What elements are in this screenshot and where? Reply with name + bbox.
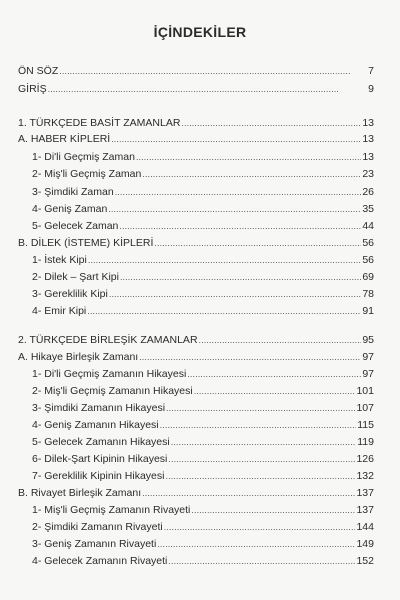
toc-entry-item xyxy=(32,435,374,449)
toc-entry-label: 4- Gelecek Zamanın Rivayeti xyxy=(32,555,168,567)
toc-entry-label: 3- Şimdiki Zaman xyxy=(32,186,114,198)
toc-entry-item xyxy=(32,270,374,284)
dot-leader xyxy=(119,219,361,233)
toc-entry-item xyxy=(32,401,374,415)
toc-entry-page-number: 149 xyxy=(356,538,374,550)
toc-entry-page-number: 137 xyxy=(356,504,374,516)
toc-entry-page-number: 97 xyxy=(362,351,374,363)
toc-entry-label: 1- Miş'li Geçmiş Zamanın Rivayeti xyxy=(32,504,191,516)
toc-entry-section-b xyxy=(18,486,374,500)
toc-entry-label: A. Hikaye Birleşik Zamanı xyxy=(18,351,139,363)
toc-entry-page-number: 56 xyxy=(362,237,374,249)
toc-entry-item xyxy=(32,503,374,517)
dot-leader xyxy=(115,185,362,199)
toc-entry-label: 5- Gelecek Zaman xyxy=(32,220,119,232)
toc-entry-page-number: 13 xyxy=(362,151,374,163)
dot-leader xyxy=(157,537,355,551)
dot-leader xyxy=(120,270,361,284)
dot-leader xyxy=(88,253,361,267)
dot-leader xyxy=(139,350,361,364)
toc-entry-section-a xyxy=(18,350,374,364)
dot-leader xyxy=(199,333,362,347)
toc-entry-item xyxy=(32,384,374,398)
toc-entry-part-2 xyxy=(18,333,374,347)
toc-entry-label: 1- Di'li Geçmiş Zamanın Hikayesi xyxy=(32,368,187,380)
toc-entry-item xyxy=(32,167,374,181)
toc-entry-item xyxy=(32,418,374,432)
toc-entry-item xyxy=(32,202,374,216)
toc-entry-label: 5- Gelecek Zamanın Hikayesi xyxy=(32,436,170,448)
toc-entry-page-number: 9 xyxy=(368,83,374,95)
dot-leader xyxy=(87,304,361,318)
dot-leader xyxy=(59,64,367,78)
toc-entry-page-number: 107 xyxy=(356,402,374,414)
toc-entry-section-b xyxy=(18,236,374,250)
toc-entry-label: B. DİLEK (İSTEME) KİPLERİ xyxy=(18,237,154,249)
dot-leader xyxy=(187,367,361,381)
dot-leader xyxy=(164,520,356,534)
dot-leader xyxy=(136,150,361,164)
page-title: İÇİNDEKİLER xyxy=(153,24,247,40)
toc-entry-section-a xyxy=(18,132,374,146)
dot-leader xyxy=(165,469,355,483)
toc-entry-label: 1- Di'li Geçmiş Zaman xyxy=(32,151,135,163)
toc-entry-page-number: 91 xyxy=(362,305,374,317)
toc-entry-introduction xyxy=(18,82,374,96)
dot-leader xyxy=(191,503,355,517)
toc-entry-label: 6- Dilek-Şart Kipinin Hikayesi xyxy=(32,453,168,465)
toc-entry-page-number: 44 xyxy=(362,220,374,232)
dot-leader xyxy=(194,384,356,398)
toc-entry-label: 3- Gereklilik Kipi xyxy=(32,288,108,300)
toc-entry-page-number: 78 xyxy=(362,288,374,300)
toc-entry-page-number: 101 xyxy=(356,385,374,397)
toc-entry-item xyxy=(32,554,374,568)
dot-leader xyxy=(108,202,361,216)
toc-entry-label: B. Rivayet Birleşik Zamanı xyxy=(18,487,142,499)
toc-entry-label: 3- Geniş Zamanın Rivayeti xyxy=(32,538,157,550)
dot-leader xyxy=(166,401,355,415)
toc-entry-page-number: 56 xyxy=(362,254,374,266)
toc-entry-item xyxy=(32,304,374,318)
toc-entry-item xyxy=(32,367,374,381)
dot-leader xyxy=(142,167,361,181)
dot-leader xyxy=(109,287,361,301)
toc-entry-page-number: 132 xyxy=(356,470,374,482)
toc-entry-page-number: 137 xyxy=(356,487,374,499)
toc-entry-label: A. HABER KİPLERİ xyxy=(18,133,111,145)
toc-entry-label: 4- Geniş Zamanın Hikayesi xyxy=(32,419,159,431)
toc-entry-page-number: 126 xyxy=(356,453,374,465)
dot-leader xyxy=(171,435,357,449)
toc-entry-label: 2- Şimdiki Zamanın Rivayeti xyxy=(32,521,163,533)
toc-entry-label: 4- Emir Kipi xyxy=(32,305,87,317)
toc-entry-label: 3- Şimdiki Zamanın Hikayesi xyxy=(32,402,166,414)
toc-entry-page-number: 13 xyxy=(362,117,374,129)
toc-entry-foreword xyxy=(18,64,374,78)
toc-entry-page-number: 119 xyxy=(357,436,374,448)
toc-entry-item xyxy=(32,469,374,483)
toc-entry-label: 2. TÜRKÇEDE BİRLEŞİK ZAMANLAR xyxy=(18,334,198,346)
toc-entry-page-number: 26 xyxy=(362,186,374,198)
toc-entry-label: 4- Geniş Zaman xyxy=(32,203,108,215)
toc-entry-page-number: 7 xyxy=(368,65,374,77)
toc-entry-label: 1. TÜRKÇEDE BASİT ZAMANLAR xyxy=(18,117,181,129)
dot-leader xyxy=(154,236,361,250)
toc-entry-page-number: 13 xyxy=(362,133,374,145)
toc-entry-page-number: 144 xyxy=(356,521,374,533)
toc-entry-label: GİRİŞ xyxy=(18,83,47,95)
toc-entry-item xyxy=(32,452,374,466)
toc-entry-item xyxy=(32,185,374,199)
toc-entry-page-number: 95 xyxy=(362,334,374,346)
toc-entry-page-number: 23 xyxy=(362,168,374,180)
toc-entry-label: 2- Dilek – Şart Kipi xyxy=(32,271,119,283)
toc-entry-part-1 xyxy=(18,116,374,130)
toc-entry-item xyxy=(32,219,374,233)
toc-entry-label: 2- Miş'li Geçmiş Zamanın Hikayesi xyxy=(32,385,193,397)
toc-entry-page-number: 69 xyxy=(362,271,374,283)
dot-leader xyxy=(168,452,355,466)
toc-entry-page-number: 115 xyxy=(357,419,374,431)
dot-leader xyxy=(160,418,357,432)
toc-entry-page-number: 97 xyxy=(362,368,374,380)
dot-leader xyxy=(181,116,361,130)
dot-leader xyxy=(168,554,355,568)
toc-entry-label: 1- İstek Kipi xyxy=(32,254,87,266)
toc-entry-page-number: 35 xyxy=(362,203,374,215)
toc-entry-label: 7- Gereklilik Kipinin Hikayesi xyxy=(32,470,165,482)
toc-entry-page-number: 152 xyxy=(356,555,374,567)
toc-entry-label: 2- Miş'li Geçmiş Zaman xyxy=(32,168,142,180)
toc-entry-item xyxy=(32,253,374,267)
toc-entry-label: ÖN SÖZ xyxy=(18,65,59,77)
dot-leader xyxy=(142,486,355,500)
dot-leader xyxy=(111,132,361,146)
toc-entry-item xyxy=(32,287,374,301)
dot-leader xyxy=(48,82,368,96)
toc-entry-item xyxy=(32,537,374,551)
toc-entry-item xyxy=(32,150,374,164)
toc-entry-item xyxy=(32,520,374,534)
